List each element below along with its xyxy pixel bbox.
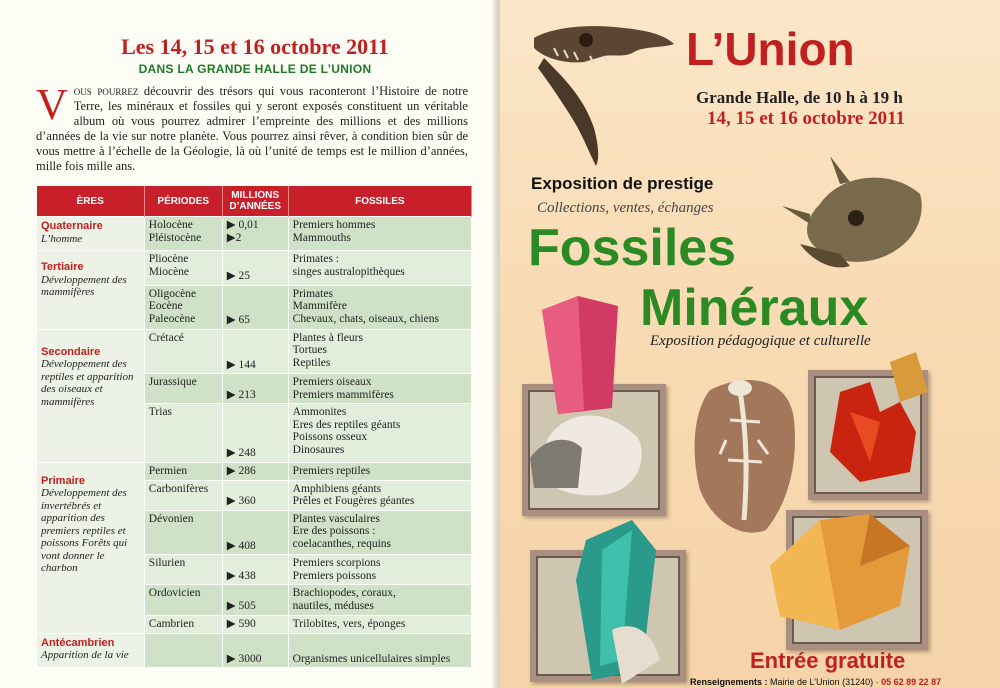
- period-cell: Crétacé: [144, 329, 222, 373]
- period-cell: Carbonifères: [144, 480, 222, 510]
- millions-cell: ▶ 590: [222, 615, 288, 633]
- era-name: Antécambrien: [41, 636, 115, 649]
- era-cell: [37, 462, 145, 633]
- orange-crystal-image: [760, 506, 920, 636]
- millions-cell: ▶ 286: [222, 462, 288, 480]
- collections-label: Collections, ventes, échanges: [537, 200, 714, 216]
- left-page: [0, 0, 496, 688]
- millions-cell: ▶ 438: [222, 555, 288, 585]
- period-cell: Jurassique: [144, 374, 222, 404]
- expo-label: Exposition de prestige: [531, 174, 714, 193]
- fossils-cell: Premiers hommes Mammouths: [288, 217, 471, 251]
- era-desc: Développement des reptiles et apparition des oiseaux et mammifères: [41, 358, 134, 408]
- brand-title: L’Union: [686, 23, 855, 75]
- fossils-cell: Primates Mammifère Chevaux, chats, oiseaux, chiens: [288, 285, 471, 329]
- info-text: Mairie de L’Union (31240) ·: [767, 677, 882, 687]
- trex-skull-image: [524, 18, 680, 168]
- period-cell: Cambrien: [144, 615, 222, 633]
- fossils-cell: Primates : singes australopithèques: [288, 251, 471, 285]
- green-mineral-image: [572, 520, 662, 688]
- millions-cell: ▶ 25: [222, 251, 288, 285]
- fossiles-heading: Fossiles: [528, 219, 737, 277]
- triceratops-skull-image: [780, 154, 930, 284]
- millions-cell: ▶ 408: [222, 510, 288, 554]
- header-eres: ÈRES: [37, 186, 145, 217]
- pedagogique-label: Exposition pédagogique et culturelle: [650, 333, 871, 349]
- header-fossiles: FOSSILES: [288, 186, 471, 217]
- period-cell: Permien: [144, 462, 222, 480]
- intro-text: découvrir des trésors qui vous raconteront l’Histoire de notre Terre, les minéraux et fossiles qui y seront exposés constituent un véritable album où vous pourrez admirer l’empreinte des millions et des millions d’années de la vie sur notre planète. Vous pourrez ainsi rêver, à condition bien sûr de vous mettre à l’échelle de la Géologie, là où l’unité de temps est le million d’années, mille fois mille ans.: [36, 84, 468, 173]
- era-cell: [37, 633, 145, 667]
- millions-cell: ▶ 144: [222, 329, 288, 373]
- fossils-cell: Premiers reptiles: [288, 462, 471, 480]
- table-row: [37, 633, 472, 667]
- millions-cell: ▶ 248: [222, 404, 288, 462]
- intro-smallcaps: ous pourrez: [73, 84, 139, 98]
- era-name: Quaternaire: [41, 220, 103, 232]
- table-row: [37, 329, 472, 373]
- era-name: Primaire: [41, 474, 86, 487]
- period-cell: Dévonien: [144, 510, 222, 554]
- fossils-cell: Brachiopodes, coraux, nautiles, méduses: [288, 585, 471, 615]
- fossils-cell: Trilobites, vers, éponges: [288, 615, 471, 633]
- period-cell: Oligocène Eocène Paleocène: [144, 285, 222, 329]
- era-cell: [37, 329, 145, 462]
- period-cell: Ordovicien: [144, 585, 222, 615]
- millions-cell: ▶ 213: [222, 374, 288, 404]
- table-header-row: [37, 186, 472, 217]
- page-subtitle: DANS LA GRANDE HALLE DE L’UNION: [138, 62, 372, 76]
- millions-cell: ▶ 505: [222, 585, 288, 615]
- fossils-cell: Premiers scorpions Premiers poissons: [288, 555, 471, 585]
- geology-table: [36, 186, 472, 668]
- free-entry-label: Entrée gratuite: [750, 648, 906, 673]
- intro-paragraph: [36, 80, 468, 174]
- period-cell: [144, 633, 222, 667]
- millions-cell: ▶ 360: [222, 480, 288, 510]
- fossils-cell: Ammonites Eres des reptiles géants Poissons osseux Dinosaures: [288, 404, 471, 462]
- fossils-cell: Plantes vasculaires Ere des poissons : coelacanthes, requins: [288, 510, 471, 554]
- info-phone: 05 62 89 22 87: [881, 677, 942, 687]
- era-cell: [37, 251, 145, 330]
- event-dates: 14, 15 et 16 octobre 2011: [707, 108, 906, 129]
- table-row: [37, 462, 472, 480]
- period-cell: Trias: [144, 404, 222, 462]
- page-title: Les 14, 15 et 16 octobre 2011: [121, 34, 389, 59]
- fossils-cell: Amphibiens géants Prêles et Fougères géantes: [288, 480, 471, 510]
- era-name: Tertiaire: [41, 261, 84, 274]
- fossils-cell: Plantes à fleurs Tortues Reptiles: [288, 329, 471, 373]
- fossils-cell: Premiers oiseaux Premiers mammifères: [288, 374, 471, 404]
- hall-hours: Grande Halle, de 10 h à 19 h: [696, 88, 903, 107]
- era-desc: L’homme: [41, 232, 83, 245]
- red-mineral-image: [820, 352, 930, 488]
- header-periodes: PÉRIODES: [144, 186, 222, 217]
- era-name: Secondaire: [41, 345, 101, 358]
- era-desc: Développement des mammifères: [41, 273, 127, 299]
- table-row: [37, 217, 472, 251]
- info-label: Renseignements :: [690, 677, 768, 687]
- millions-cell: ▶ 3000: [222, 633, 288, 667]
- tourmaline-crystal-image: [528, 288, 648, 502]
- period-cell: Silurien: [144, 555, 222, 585]
- era-desc: Développement des invertébrés et apparition des premiers reptiles et poissons Forêts qui vont donner le charbon: [41, 487, 128, 575]
- header-millions: MILLIONS D’ANNÉES: [222, 186, 288, 217]
- period-cell: Pliocène Miocène: [144, 251, 222, 285]
- era-cell: [37, 217, 145, 251]
- era-desc: Apparition de la vie: [41, 649, 129, 662]
- dropcap: V: [36, 80, 68, 129]
- table-row: [37, 251, 472, 285]
- fossils-cell: Organismes unicellulaires simples: [288, 633, 471, 667]
- millions-cell: ▶ 65: [222, 285, 288, 329]
- mineraux-heading: Minéraux: [640, 279, 869, 337]
- period-cell: Holocène Pléistocène: [144, 217, 222, 251]
- info-line: [690, 677, 941, 687]
- millions-cell: ▶ 0,01 ▶2: [222, 217, 288, 251]
